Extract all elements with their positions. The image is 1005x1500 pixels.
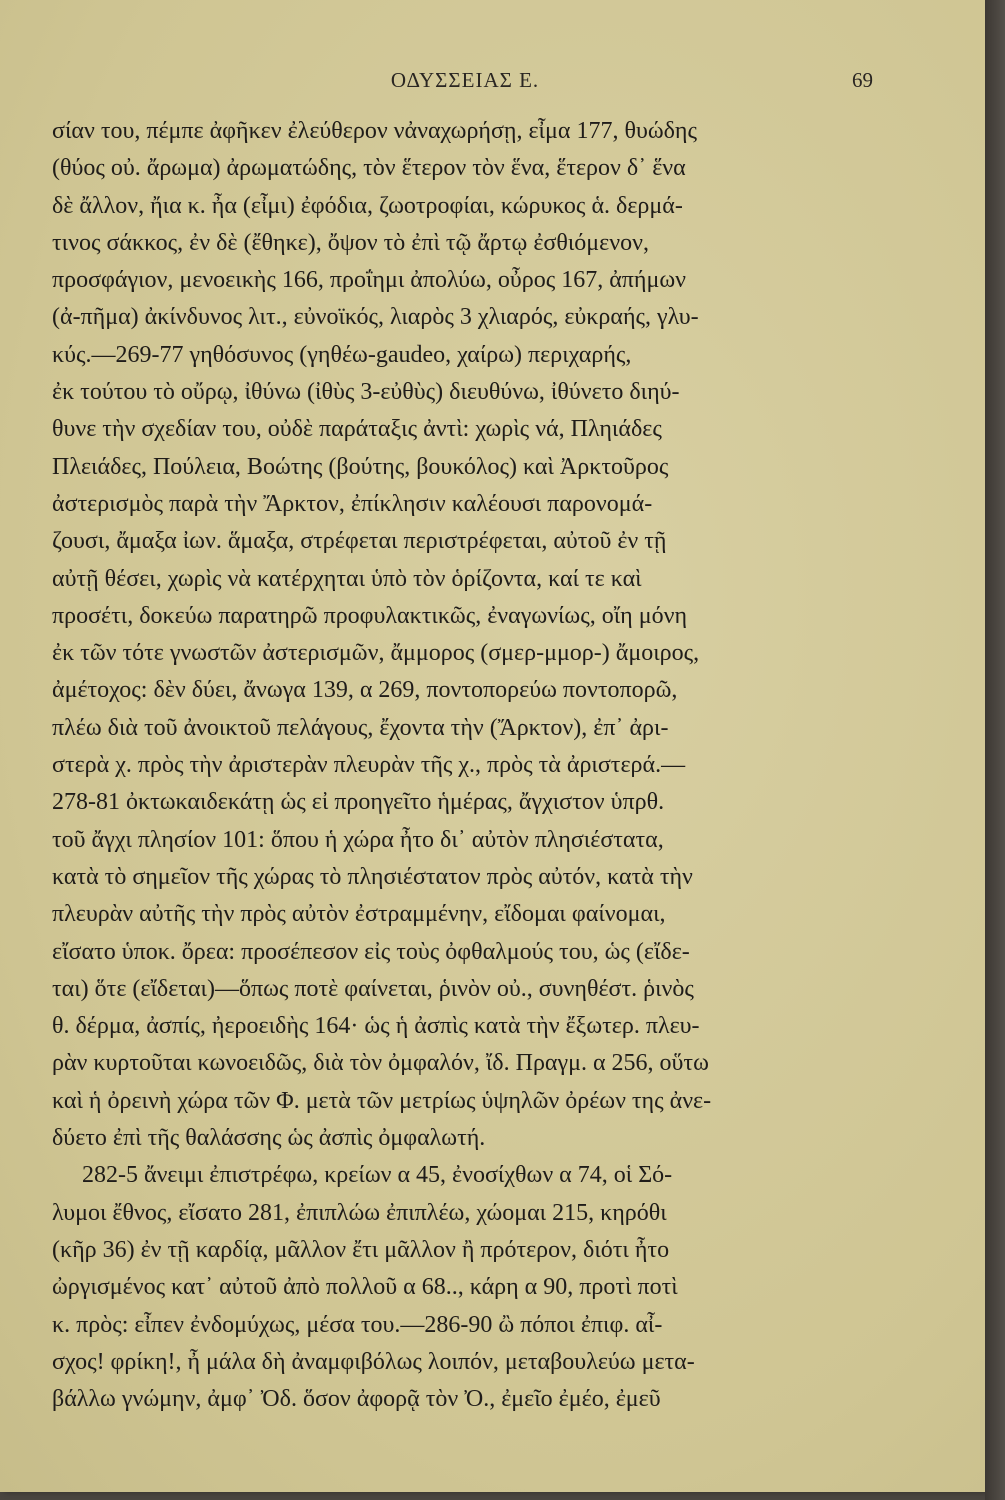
text-line: προσφάγιον, μενοεικὴς 166, προΐημι ἀπολύω, οὖρος 167, ἀπήμων (52, 267, 686, 294)
text-line: προσέτι, δοκεύω παρατηρῶ προφυλακτικῶς, ἐναγωνίως, οἴη μόνη (52, 602, 688, 629)
text-line: πλέω διὰ τοῦ ἀνοικτοῦ πελάγους, ἔχοντα τὴν (Ἄρκτον), ἐπ᾽ ἀρι- (52, 714, 669, 741)
text-line: κ. πρὸς: εἶπεν ἐνδομύχως, μέσα του.—286-90 ὢ πόποι ἐπιφ. αἶ- (52, 1311, 663, 1338)
text-line: βάλλω γνώμην, ἀμφ᾽ Ὀδ. ὅσον ἀφορᾷ τὸν Ὀ., ἐμεῖο ἐμέο, ἐμεῦ (52, 1386, 661, 1413)
text-line: Πλειάδες, Πούλεια, Βοώτης (βούτης, βουκόλος) καὶ Ἀρκτοῦρος (52, 453, 669, 480)
text-line: πλευρὰν αὐτῆς τὴν πρὸς αὐτὸν ἐστραμμένην, εἴδομαι φαίνομαι, (52, 901, 666, 928)
text-line: ἀστερισμὸς παρὰ τὴν Ἄρκτον, ἐπίκλησιν καλέουσι παρονομά- (52, 490, 653, 517)
text-line: σίαν του, πέμπε ἀφῆκεν ἐλεύθερον νἀναχωρήσῃ, εἶμα 177, θυώδης (52, 118, 697, 144)
text-line: ται) ὅτε (εἴδεται)—ὅπως ποτὲ φαίνεται, ῥινὸν οὐ., συνηθέστ. ῥινὸς (52, 975, 694, 1002)
text-line: ἐκ τούτου τὸ οὔρῳ, ἰθύνω (ἰθὺς 3-εὐθὺς) διευθύνω, ἰθύνετο διηύ- (52, 379, 680, 406)
running-head: ΟΔΥΣΣΕΙΑΣ Ε. (390, 68, 540, 92)
text-line: θ. δέρμα, ἀσπίς, ἠεροειδὴς 164· ὡς ἡ ἀσπὶς κατὰ τὴν ἔξωτερ. πλευ- (52, 1013, 700, 1040)
text-line: δὲ ἄλλον, ἤια κ. ἦα (εἶμι) ἐφόδια, ζωοτροφίαι, κώρυκος ἁ. δερμά- (52, 192, 683, 219)
text-line: εἴσατο ὑποκ. ὄρεα: προσέπεσον εἰς τοὺς ὀφθαλμούς του, ὡς (εἴδε- (52, 938, 690, 965)
text-line: ἀμέτοχος: δὲν δύει, ἄνωγα 139, α 269, ποντοπορεύω ποντοπορῶ, (52, 677, 678, 704)
text-line: λυμοι ἔθνος, εἴσατο 281, ἐπιπλώω ἐπιπλέω, χώομαι 215, κηρόθι (52, 1199, 667, 1226)
page-header (0, 68, 985, 108)
text-line: τινος σάκκος, ἐν δὲ (ἔθηκε), ὄψον τὸ ἐπὶ τῷ ἄρτῳ ἐσθιόμενον, (52, 229, 649, 256)
text-line: ὠργισμένος κατ᾽ αὐτοῦ ἀπὸ πολλοῦ α 68.., κάρη α 90, προτὶ ποτὶ (52, 1274, 678, 1301)
text-line: 278-81 ὀκτωκαιδεκάτῃ ὡς εἰ προηγεῖτο ἡμέρας, ἄγχιστον ὑπρθ. (52, 789, 665, 816)
text-line: σχος! φρίκη!, ἦ μάλα δὴ ἀναμφιβόλως λοιπόν, μεταβουλεύω μετα- (52, 1348, 695, 1375)
text-line: ρὰν κυρτοῦται κωνοειδῶς, διὰ τὸν ὀμφαλόν, ἴδ. Πραγμ. α 256, οὕτω (52, 1050, 709, 1077)
text-line: κύς.—269-77 γηθόσυνος (γηθέω-gaudeo, χαίρω) περιχαρής, (52, 341, 632, 368)
text-line: καὶ ἡ ὀρεινὴ χώρα τῶν Φ. μετὰ τῶν μετρίως ὑψηλῶν ὀρέων της ἀνε- (52, 1087, 712, 1114)
text-line: 282-5 ἄνειμι ἐπιστρέφω, κρείων α 45, ἐνοσίχθων α 74, οἱ Σό- (82, 1162, 673, 1189)
page-number: 69 (852, 68, 873, 92)
text-line: (κῆρ 36) ἐν τῇ καρδίᾳ, μᾶλλον ἔτι μᾶλλον ἢ πρότερον, διότι ἦτο (52, 1236, 670, 1263)
text-line: (ἀ-πῆμα) ἀκίνδυνος λιτ., εὐνοϊκός, λιαρὸς 3 χλιαρός, εὐκραής, γλυ- (52, 304, 699, 331)
commentary-text (52, 113, 872, 1418)
text-line: στερὰ χ. πρὸς τὴν ἀριστερὰν πλευρὰν τῆς χ., πρὸς τὰ ἀριστερά.— (52, 752, 686, 779)
text-line: θυνε τὴν σχεδίαν του, οὐδὲ παράταξις ἀντὶ: χωρὶς νά, Πληιάδες (52, 416, 662, 443)
text-line: (θύος οὐ. ἄρωμα) ἀρωματώδης, τὸν ἕτερον τὸν ἕνα, ἕτερον δ᾽ ἕνα (52, 155, 686, 182)
text-line: ζουσι, ἄμαξα ἰων. ἅμαξα, στρέφεται περιστρέφεται, αὐτοῦ ἐν τῇ (52, 528, 667, 555)
text-line: κατὰ τὸ σημεῖον τῆς χώρας τὸ πλησιέστατον πρὸς αὐτόν, κατὰ τὴν (52, 863, 693, 890)
text-line: ἐκ τῶν τότε γνωστῶν ἀστερισμῶν, ἄμμορος (σμερ-μμορ-) ἄμοιρος, (52, 640, 700, 667)
text-line: αὐτῇ θέσει, χωρὶς νὰ κατέρχηται ὑπὸ τὸν ὁρίζοντα, καί τε καὶ (52, 565, 642, 592)
book-spine (985, 0, 1005, 1500)
text-line: δύετο ἐπὶ τῆς θαλάσσης ὡς ἀσπὶς ὀμφαλωτή. (52, 1125, 486, 1152)
text-line: τοῦ ἄγχι πλησίον 101: ὅπου ἡ χώρα ἦτο δι᾽ αὐτὸν πλησιέστατα, (52, 826, 664, 853)
